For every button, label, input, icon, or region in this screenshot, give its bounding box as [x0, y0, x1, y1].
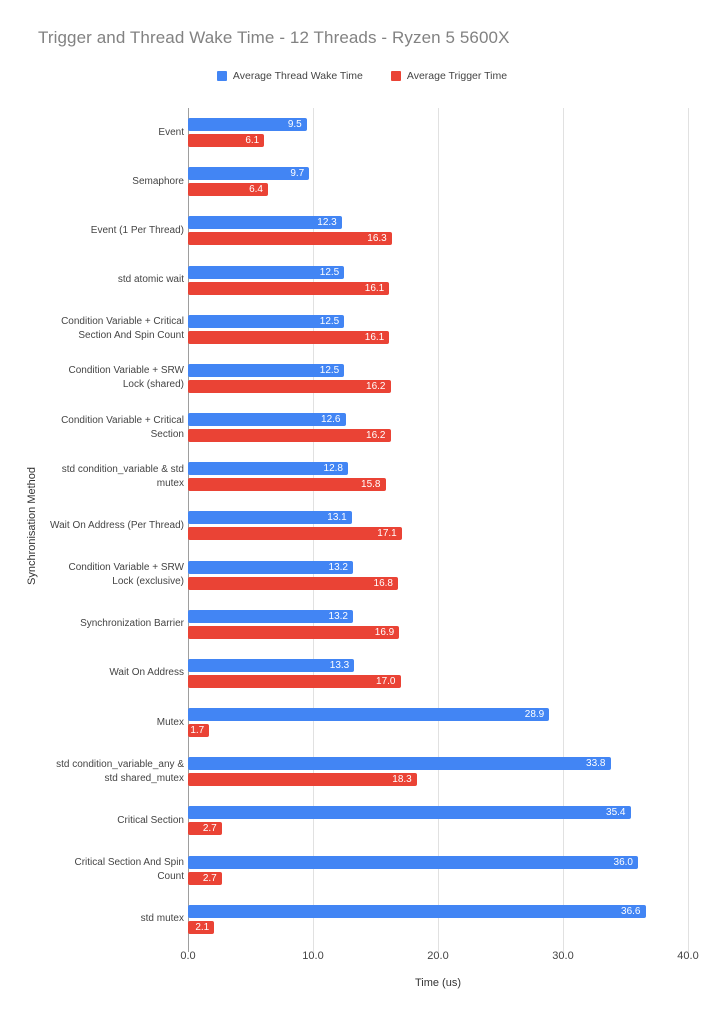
bar-value-label: 16.2 — [366, 380, 386, 392]
plot-area — [50, 108, 688, 944]
x-tick-label: 20.0 — [427, 950, 449, 962]
chart-row — [56, 747, 688, 796]
bar-value-label: 13.2 — [328, 561, 348, 573]
chart-row — [156, 698, 688, 747]
category-label: std condition_variable_any & std shared_mutex — [56, 758, 184, 784]
bar-thread-wake-time — [188, 806, 631, 819]
bar-value-label: 2.7 — [202, 823, 217, 835]
bar-thread-wake-time — [188, 610, 353, 623]
bar-thread-wake-time — [188, 167, 309, 180]
bar-value-label: 33.8 — [586, 758, 606, 770]
category-label: Event — [158, 126, 184, 138]
chart-row — [109, 649, 688, 698]
category-label: std atomic wait — [117, 274, 184, 286]
legend-item-trigger-time — [391, 70, 507, 82]
chart-row — [158, 108, 688, 157]
chart-row — [80, 600, 688, 649]
bar-value-label: 28.9 — [524, 709, 545, 721]
category-label: Event (1 Per Thread) — [90, 224, 184, 236]
bar-value-label: 13.1 — [327, 512, 347, 524]
bar-value-label: 6.1 — [245, 135, 260, 147]
x-axis-title: Time (us) — [414, 977, 462, 989]
bar-value-label: 13.3 — [329, 659, 350, 671]
bar-value-label: 17.0 — [376, 675, 396, 687]
chart-row — [61, 452, 688, 501]
bar-trigger-time — [188, 134, 264, 147]
bar-value-label: 17.1 — [377, 528, 397, 540]
chart-row — [74, 846, 688, 895]
legend-swatch-red-icon — [391, 71, 401, 81]
chart-row — [61, 305, 688, 354]
bar-value-label: 2.7 — [202, 872, 217, 884]
bar-value-label: 13.2 — [328, 610, 348, 622]
chart-row — [68, 354, 688, 403]
category-label: Critical Section And Spin Count — [74, 857, 184, 883]
bar-value-label: 36.0 — [613, 856, 633, 868]
bar-value-label: 12.5 — [319, 266, 340, 278]
category-label: Mutex — [156, 716, 184, 728]
bar-trigger-time — [188, 724, 209, 737]
bar-trigger-time — [188, 429, 391, 442]
x-tick-label: 10.0 — [302, 950, 324, 962]
bar-thread-wake-time — [188, 413, 346, 426]
category-label: Semaphore — [132, 175, 184, 187]
bar-trigger-time — [188, 183, 268, 196]
bar-thread-wake-time — [188, 266, 344, 279]
x-axis-ticks — [180, 950, 699, 964]
legend-swatch-blue-icon — [217, 71, 227, 81]
y-axis-title: Synchronisation Method — [26, 467, 38, 586]
chart-row — [140, 895, 688, 944]
bar-value-label: 16.3 — [367, 233, 387, 245]
bar-thread-wake-time — [188, 462, 348, 475]
bar-trigger-time — [188, 872, 222, 885]
bar-thread-wake-time — [188, 561, 353, 574]
chart-row — [117, 796, 688, 845]
bar-value-label: 1.7 — [190, 725, 205, 737]
chart-row — [90, 206, 688, 255]
bar-value-label: 16.1 — [364, 331, 385, 343]
bar-trigger-time — [188, 478, 386, 491]
chart-title: Trigger and Thread Wake Time - 12 Threads - Ryzen 5 5600X — [38, 28, 510, 47]
bar-trigger-time — [188, 773, 417, 786]
bar-trigger-time — [188, 626, 399, 639]
bar-thread-wake-time — [188, 118, 307, 131]
category-label: Wait On Address — [109, 667, 184, 679]
bar-trigger-time — [188, 675, 401, 688]
category-label: Condition Variable + Critical Section — [61, 414, 184, 440]
category-label: Condition Variable + SRW Lock (exclusive) — [68, 562, 184, 588]
bar-thread-wake-time — [188, 216, 342, 229]
bar-thread-wake-time — [188, 708, 549, 721]
legend — [0, 70, 724, 82]
bar-value-label: 16.8 — [373, 577, 393, 589]
bar-thread-wake-time — [188, 856, 638, 869]
bar-thread-wake-time — [188, 315, 344, 328]
bar-thread-wake-time — [188, 659, 354, 672]
legend-label: Average Trigger Time — [406, 70, 508, 82]
bar-value-label: 35.4 — [606, 807, 626, 819]
bar-trigger-time — [188, 282, 389, 295]
category-label: Condition Variable + Critical Section And Spin Count — [61, 316, 184, 342]
bar-value-label: 12.5 — [319, 364, 340, 376]
bar-value-label: 2.1 — [195, 921, 210, 933]
category-label: Wait On Address (Per Thread) — [50, 519, 184, 531]
bar-value-label: 36.6 — [621, 905, 641, 917]
bar-value-label: 9.7 — [290, 168, 305, 180]
bar-value-label: 16.1 — [364, 282, 385, 294]
bar-value-label: 12.5 — [319, 315, 340, 327]
category-label: Condition Variable + SRW Lock (shared) — [68, 365, 184, 391]
bar-thread-wake-time — [188, 364, 344, 377]
bar-value-label: 12.3 — [317, 217, 337, 229]
category-label: std condition_variable & std mutex — [61, 463, 184, 489]
bar-value-label: 15.8 — [361, 479, 381, 491]
x-tick-label: 30.0 — [552, 950, 574, 962]
bar-trigger-time — [188, 232, 392, 245]
bar-value-label: 9.5 — [287, 119, 302, 131]
bar-value-label: 18.3 — [392, 774, 412, 786]
bar-trigger-time — [188, 527, 402, 540]
bar-trigger-time — [188, 921, 214, 934]
legend-label: Average Thread Wake Time — [232, 70, 363, 82]
bar-trigger-time — [188, 380, 391, 393]
x-tick-label: 0.0 — [180, 950, 196, 962]
category-label: std mutex — [140, 913, 184, 925]
category-label: Critical Section — [117, 814, 184, 826]
chart-row — [132, 157, 688, 206]
bar-value-label: 12.8 — [323, 463, 343, 475]
bar-thread-wake-time — [188, 757, 611, 770]
x-tick-label: 40.0 — [677, 950, 699, 962]
bar-value-label: 16.2 — [366, 430, 386, 442]
chart-row — [117, 256, 688, 305]
bar-value-label: 16.9 — [374, 626, 395, 638]
bar-value-label: 12.6 — [321, 414, 341, 426]
bar-trigger-time — [188, 577, 398, 590]
bar-thread-wake-time — [188, 511, 352, 524]
bar-trigger-time — [188, 331, 389, 344]
category-label: Synchronization Barrier — [80, 618, 184, 630]
chart-row — [61, 403, 688, 452]
legend-item-thread-wake-time — [217, 70, 363, 82]
bar-thread-wake-time — [188, 905, 646, 918]
bar-value-label: 6.4 — [249, 184, 263, 196]
chart-row — [68, 551, 688, 600]
bar-rows — [50, 108, 688, 944]
chart-row — [50, 501, 688, 550]
bar-trigger-time — [188, 822, 222, 835]
